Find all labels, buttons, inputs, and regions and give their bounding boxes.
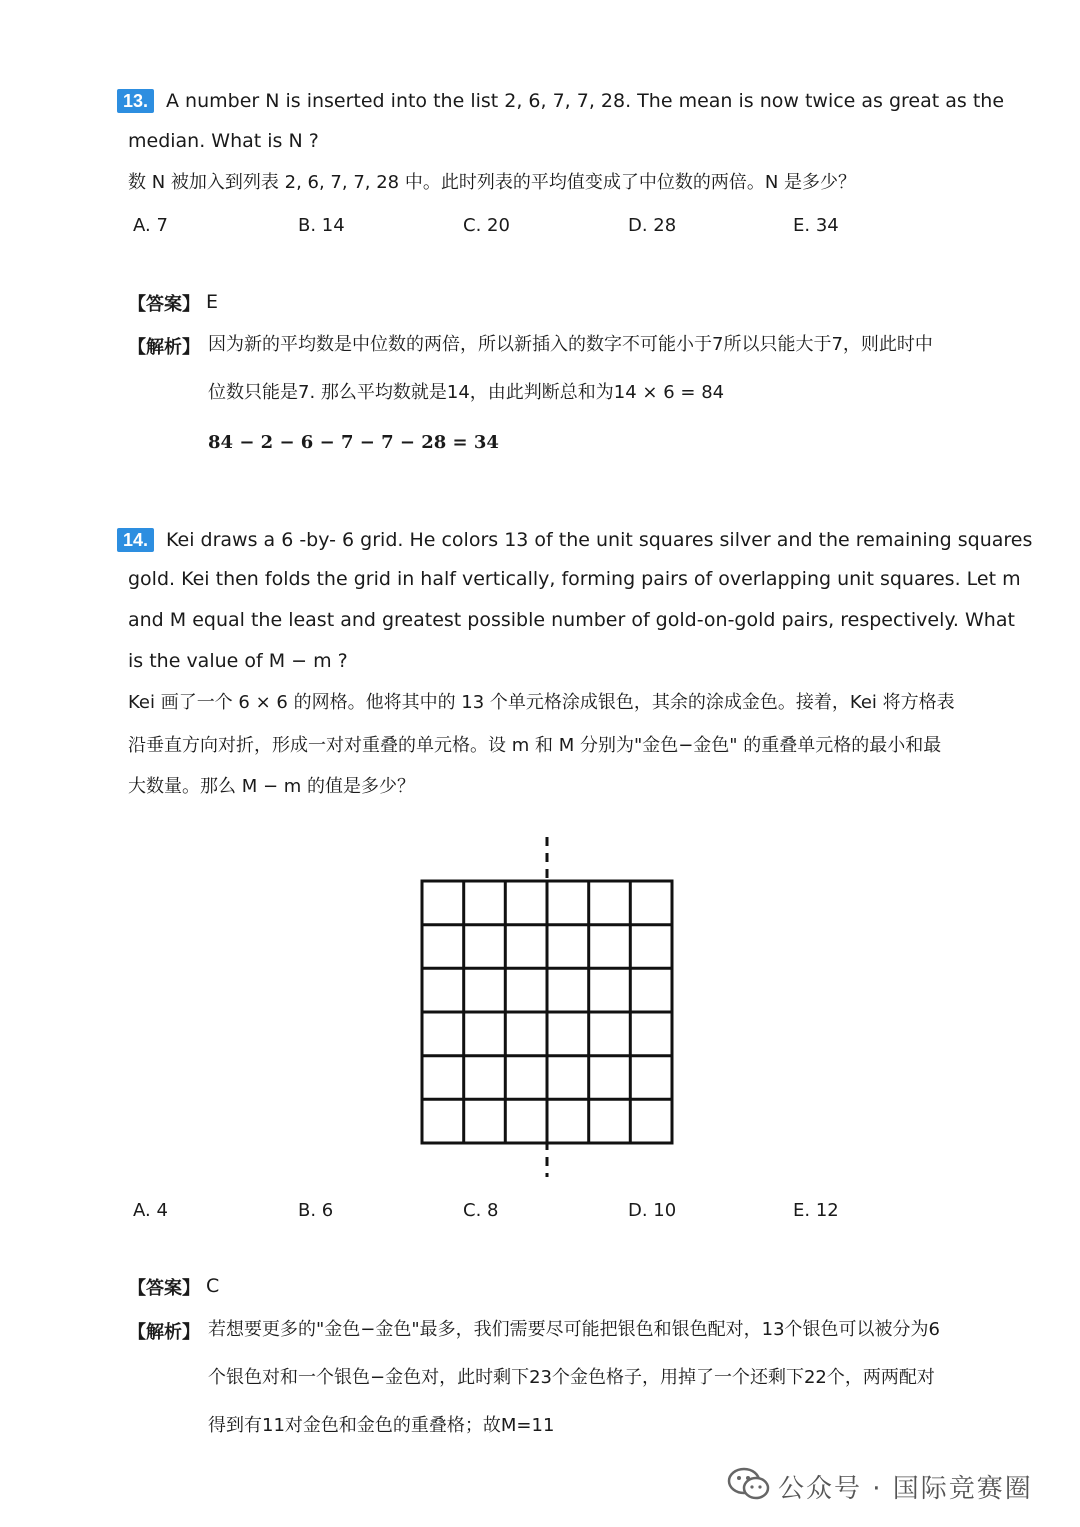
explanation-label: 【解析】 [128, 337, 200, 358]
explanation-line: 个银色对和一个银色−金色对，此时剩下23个金色格子，用掉了一个还剩下22个，两两配对 [208, 1367, 935, 1388]
option-e: E. 34 [793, 215, 839, 236]
option-a: A. 7 [133, 215, 168, 236]
explanation-label: 【解析】 [128, 1322, 200, 1343]
question-text-cn-line: 数 N 被加入到列表 2, 6, 7, 7, 28 中。此时列表的平均值变成了中位数的两倍。N 是多少？ [128, 172, 857, 193]
option-c: C. 8 [463, 1200, 499, 1221]
answer-label: 【答案】 [128, 1278, 200, 1299]
question-text-line: Kei draws a 6 -by- 6 grid. He colors 13 of the unit squares silver and the remaining squares [166, 529, 1033, 551]
option-b: B. 14 [298, 215, 345, 236]
question-number-badge: 14. [117, 528, 154, 552]
footer-account-name: 公众号 · 国际竞赛圈 [778, 1474, 1033, 1504]
answer-value: E [206, 291, 219, 313]
option-d: D. 28 [628, 215, 677, 236]
question-text-line: gold. Kei then folds the grid in half vertically, forming pairs of overlapping unit squares. Let m [128, 568, 1021, 590]
question-text-line: and M equal the least and greatest possible number of gold-on-gold pairs, respectively. What [128, 609, 1015, 631]
question-text-line: is the value of M − m ? [128, 650, 348, 672]
question-text-cn-line: 大数量。那么 M − m 的值是多少？ [128, 776, 416, 797]
explanation-line: 位数只能是7. 那么平均数就是14，由此判断总和为14 × 6 = 84 [208, 382, 725, 403]
option-e: E. 12 [793, 1200, 839, 1221]
question-number-badge: 13. [117, 89, 154, 113]
explanation-line: 因为新的平均数是中位数的两倍，所以新插入的数字不可能小于7所以只能大于7，则此时中 [208, 334, 933, 355]
option-a: A. 4 [133, 1200, 168, 1221]
fold-grid-diagram [410, 832, 685, 1182]
question-text-cn-line: Kei 画了一个 6 × 6 的网格。他将其中的 13 个单元格涂成银色，其余的涂成金色。接着，Kei 将方格表 [128, 692, 955, 713]
answer-value: C [206, 1275, 220, 1297]
answer-label: 【答案】 [128, 294, 200, 315]
option-c: C. 20 [463, 215, 510, 236]
wechat-icon [727, 1466, 771, 1502]
option-b: B. 6 [298, 1200, 334, 1221]
question-text-line: A number N is inserted into the list 2, 6, 7, 7, 28. The mean is now twice as great as the [166, 90, 1005, 112]
explanation-line: 若想要更多的"金色−金色"最多，我们需要尽可能把银色和银色配对，13个银色可以被分为6 [208, 1319, 940, 1340]
explanation-equation: 84 − 2 − 6 − 7 − 7 − 28 = 34 [208, 432, 499, 453]
question-text-line: median. What is N ? [128, 130, 319, 152]
explanation-line: 得到有11对金色和金色的重叠格；故M=11 [208, 1415, 555, 1436]
question-text-cn-line: 沿垂直方向对折，形成一对对重叠的单元格。设 m 和 M 分别为"金色−金色" 的重叠单元格的最小和最 [128, 735, 942, 756]
option-d: D. 10 [628, 1200, 677, 1221]
